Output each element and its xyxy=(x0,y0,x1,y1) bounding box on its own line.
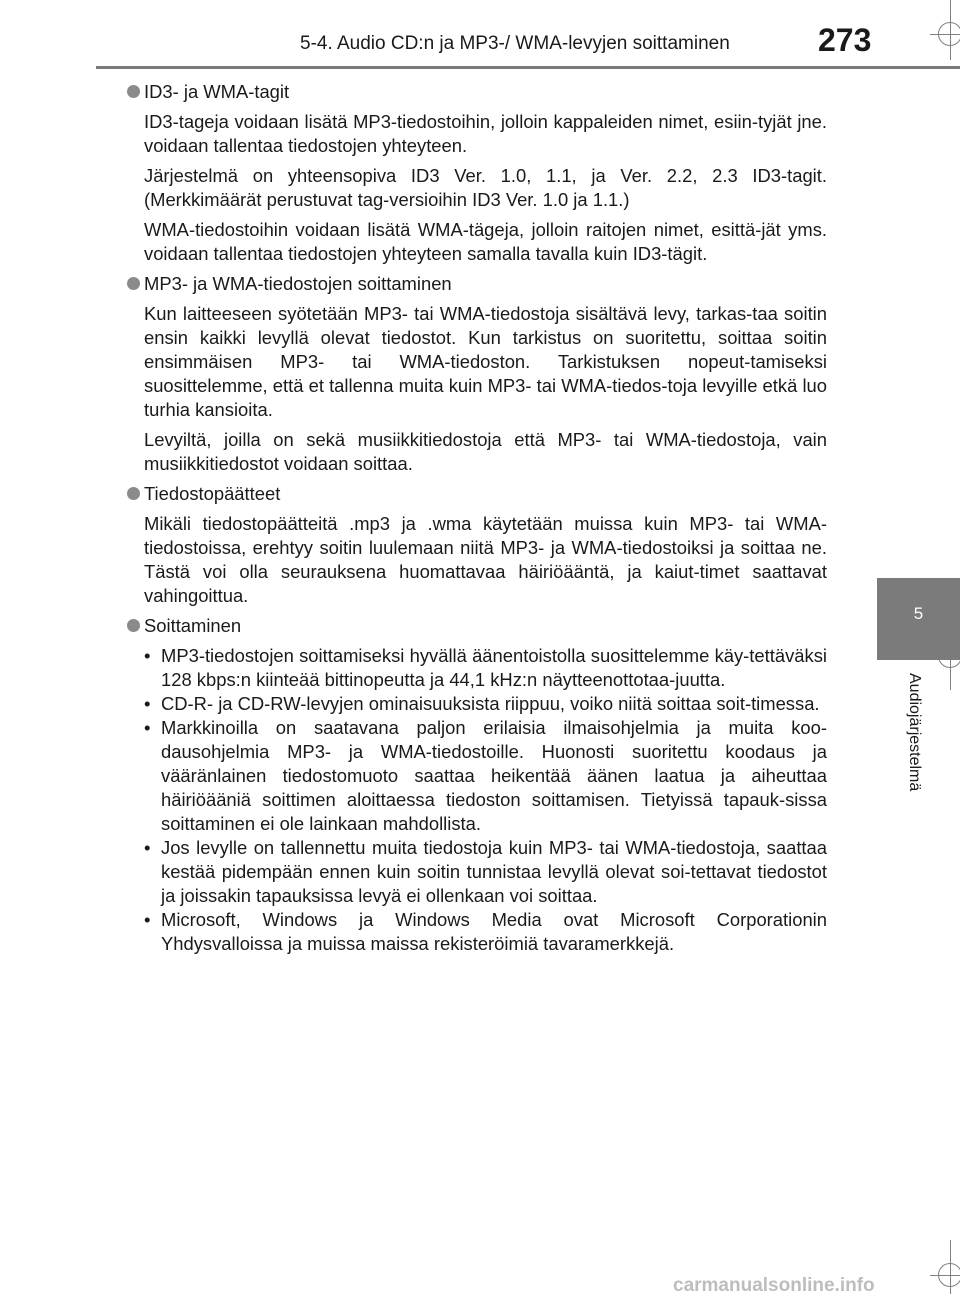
paragraph: Kun laitteeseen syötetään MP3- tai WMA-tiedostoja sisältävä levy, tarkas-taa soitin ensin kaikki levyllä olevat tiedostot. Kun tarkistus on suoritettu, soittaa soitin ensimmäisen MP3- tai WMA-tiedoston. Tarkistuksen nopeut-tamiseksi suosittelemme, että et tallenna muita kuin MP3- tai WMA-tiedos-toja levyille etkä luo turhia kansioita. xyxy=(144,303,827,420)
page-number: 273 xyxy=(818,22,872,58)
paragraph: Mikäli tiedostopäätteitä .mp3 ja .wma käytetään muissa kuin MP3- tai WMA-tiedostoissa, erehtyy soitin luulemaan niitä MP3- ja WMA-tiedostoiksi ja soittaa ne. Tästä voi olla seurauksena huomattavaa häiriöääntä, ja kaiut-timet saattavat vahingoittua. xyxy=(144,513,827,606)
chapter-label: Audiojärjestelmä xyxy=(906,673,923,792)
bullet-icon: • xyxy=(144,837,151,858)
section-heading: Soittaminen xyxy=(127,614,827,638)
bullet-icon: • xyxy=(144,645,151,666)
chapter-number: 5 xyxy=(913,604,924,623)
running-header: 5-4. Audio CD:n ja MP3-/ WMA-levyjen soittaminen xyxy=(300,33,730,54)
bullet-icon: • xyxy=(144,717,151,738)
section-heading: MP3- ja WMA-tiedostojen soittaminen xyxy=(127,272,827,296)
paragraph: WMA-tiedostoihin voidaan lisätä WMA-tägeja, jolloin raitojen nimet, esittä-jät yms. voidaan tallentaa tiedostojen yhteyteen samalla tavalla kuin ID3-tägit. xyxy=(144,219,827,264)
watermark: carmanualsonline.info xyxy=(673,1275,875,1296)
main-content xyxy=(127,80,827,956)
bullet-icon: • xyxy=(144,693,151,714)
bullet-dot-icon xyxy=(127,487,140,500)
header-rule xyxy=(96,66,960,69)
section-file-extensions xyxy=(127,482,827,608)
bullet-list xyxy=(144,644,827,956)
list-item: • MP3-tiedostojen soittamiseksi hyvällä äänentoistolla suosittelemme käy-tettäväksi 128 kbps:n kiinteää bittinopeutta ja 44,1 kHz:n näytteenottotaa-juutta. xyxy=(144,645,827,690)
bullet-icon: • xyxy=(144,909,151,930)
bullet-dot-icon xyxy=(127,619,140,632)
paragraph: ID3-tageja voidaan lisätä MP3-tiedostoihin, jolloin kappaleiden nimet, esiin-tyjät jne. voidaan tallentaa tiedostojen yhteyteen. xyxy=(144,111,827,156)
section-id3-tags xyxy=(127,80,827,266)
list-item: • Microsoft, Windows ja Windows Media ovat Microsoft Corporationin Yhdysvalloissa ja muissa maissa rekisteröimiä tavaramerkkejä. xyxy=(144,909,827,954)
paragraph: Järjestelmä on yhteensopiva ID3 Ver. 1.0, 1.1, ja Ver. 2.2, 2.3 ID3-tagit. (Merkkimäärät perustuvat tag-versioihin ID3 Ver. 1.0 ja 1.1.) xyxy=(144,165,827,210)
chapter-tab xyxy=(877,578,960,660)
section-playback-files xyxy=(127,272,827,476)
section-heading: Tiedostopäätteet xyxy=(127,482,827,506)
section-heading: ID3- ja WMA-tagit xyxy=(127,80,827,104)
bullet-dot-icon xyxy=(127,277,140,290)
list-item: • CD-R- ja CD-RW-levyjen ominaisuuksista riippuu, voiko niitä soittaa soit-timessa. xyxy=(144,693,820,714)
bullet-dot-icon xyxy=(127,85,140,98)
list-item: • Jos levylle on tallennettu muita tiedostoja kuin MP3- tai WMA-tiedostoja, saattaa kestää pidempään ennen kuin soitin tunnistaa levyllä olevat soi-tettavat tiedostot ja joissakin tapauksissa levyä ei ollenkaan voi soittaa. xyxy=(144,837,827,906)
list-item: • Markkinoilla on saatavana paljon erilaisia ilmaisohjelmia ja muita koo-dausohjelmia MP3- ja WMA-tiedostoille. Huonosti suoritettu koodaus ja vääränlainen tiedostomuoto saattaa heikentää äänen laatua ja aiheuttaa häiriöääniä soittimen aloittaessa tiedoston soittamisen. Tietyissä tapauk-sissa soittaminen ei ole lainkaan mahdollista. xyxy=(144,717,827,834)
crop-circle-bottom xyxy=(938,1263,960,1287)
section-playing xyxy=(127,614,827,956)
paragraph: Levyiltä, joilla on sekä musiikkitiedostoja että MP3- tai WMA-tiedostoja, vain musiikkitiedostot voidaan soittaa. xyxy=(144,429,827,474)
crop-circle-top xyxy=(938,22,960,46)
